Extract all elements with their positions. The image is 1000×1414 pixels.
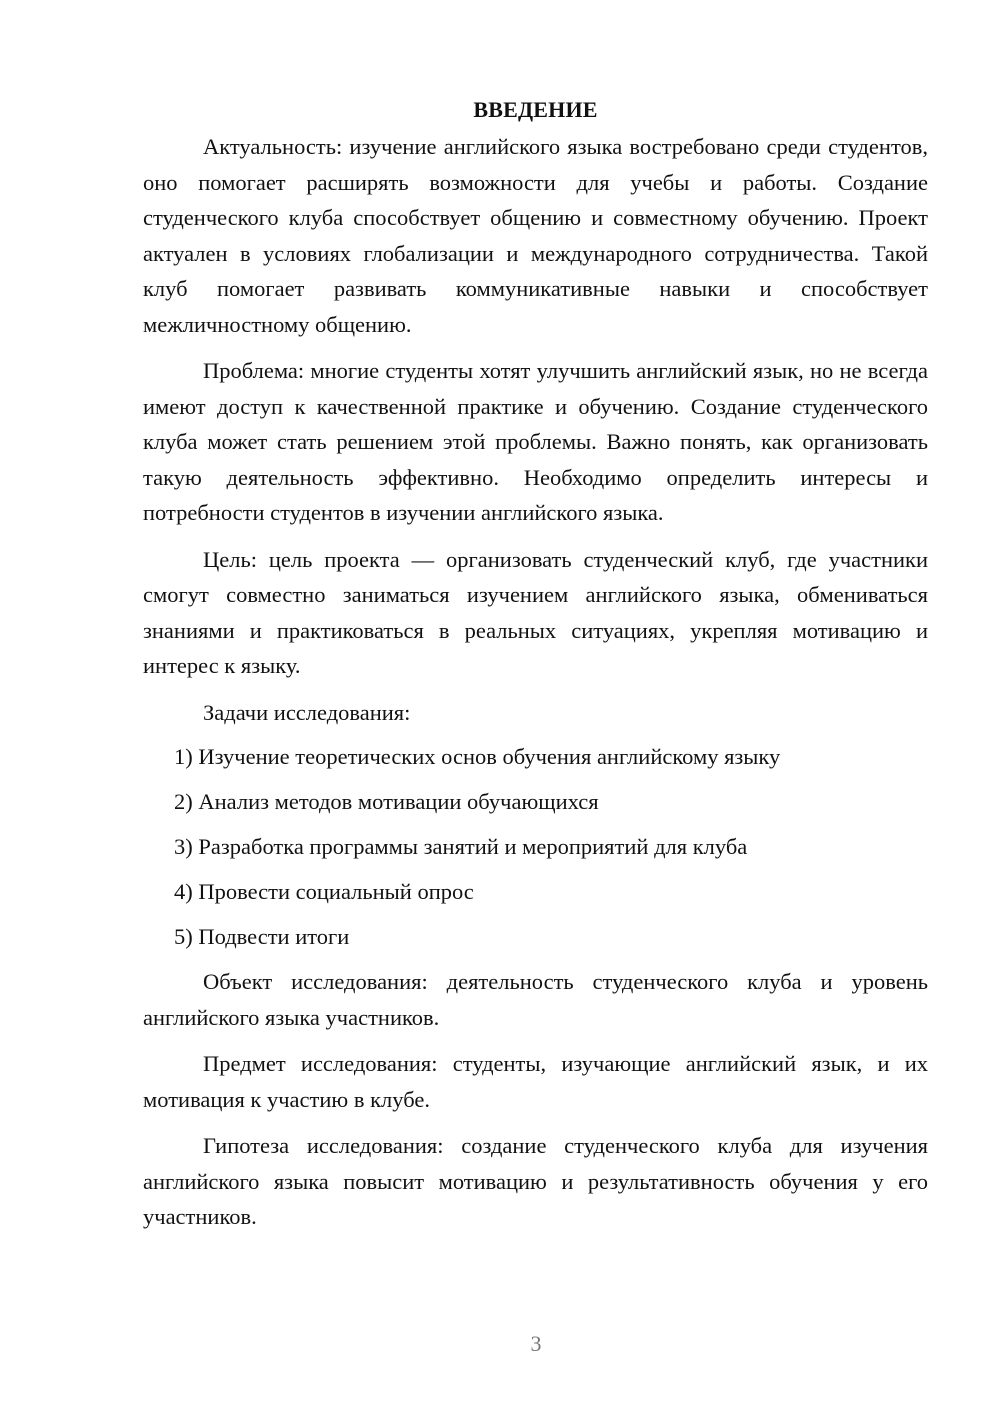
task-item: 2) Анализ методов мотивации обучающихся — [174, 789, 599, 814]
paragraph-hypothesis: Гипотеза исследования: создание студенческого клуба для изучения английского языка повысит мотивацию и результативность обучения у его участников. — [143, 1133, 928, 1229]
task-item: 1) Изучение теоретических основ обучения английскому языку — [174, 744, 781, 769]
paragraph-relevance: Актуальность: изучение английского языка востребовано среди студентов, оно помогает расширять возможности для учебы и работы. Создание студенческого клуба способствует общению и совместному обучению. Проект актуален в условиях глобализации и международного сотрудничества. Такой клуб помогает развивать коммуникативные навыки и способствует межличностному общению. — [143, 134, 928, 337]
task-item: 5) Подвести итоги — [174, 924, 350, 949]
page-content — [143, 92, 928, 1246]
paragraph-object: Объект исследования: деятельность студенческого клуба и уровень английского языка участников. — [143, 969, 928, 1030]
paragraph-subject: Предмет исследования: студенты, изучающие английский язык, и их мотивация к участию в клубе. — [143, 1051, 928, 1112]
task-item: 4) Провести социальный опрос — [174, 879, 474, 904]
tasks-list — [143, 739, 928, 955]
page-number: 3 — [530, 1331, 542, 1356]
page-title: ВВЕДЕНИЕ — [473, 97, 598, 122]
paragraph-goal: Цель: цель проекта — организовать студенческий клуб, где участники смогут совместно заниматься изучением английского языка, обмениваться знаниями и практиковаться в реальных ситуациях, укрепляя мотивацию и интерес к языку. — [143, 546, 928, 678]
tasks-heading: Задачи исследования: — [203, 699, 411, 725]
task-item: 3) Разработка программы занятий и мероприятий для клуба — [174, 834, 748, 859]
paragraph-problem: Проблема: многие студенты хотят улучшить английский язык, но не всегда имеют доступ к качественной практике и обучению. Создание студенческого клуба может стать решением этой проблемы. Важно понять, как организовать такую деятельность эффективно. Необходимо определить интересы и потребности студентов в изучении английского языка. — [143, 358, 928, 525]
